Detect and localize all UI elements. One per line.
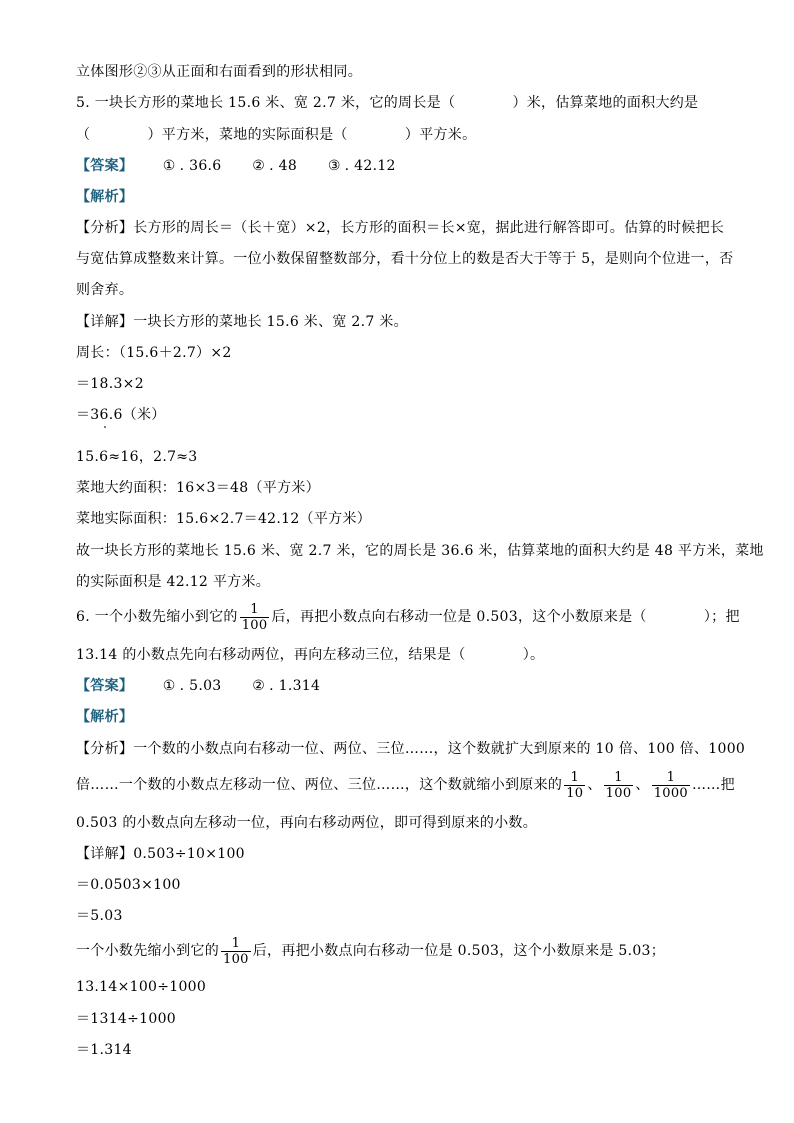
stray-mark <box>104 426 106 428</box>
question-5-line-2: （ ）平方米，菜地的实际面积是（ ）平方米。 <box>76 127 477 143</box>
answer-item: ③ . 42.12 <box>327 158 396 174</box>
analysis-line: 与宽估算成整数来计算。一位小数保留整数部分，看十分位上的数是否大于等于 5，是则向个位进一，否 <box>76 251 734 267</box>
detail-line: 【详解】0.503÷10×100 <box>76 846 245 862</box>
answer-row-5 <box>76 155 726 177</box>
calc-line: 菜地实际面积：15.6×2.7＝42.12（平方米） <box>76 511 372 527</box>
detail-line: 【详解】一块长方形的菜地长 15.6 米、宽 2.7 米。 <box>76 314 408 330</box>
calc-line: ＝0.0503×100 <box>76 877 181 893</box>
answer-item: ① . 5.03 <box>162 678 222 694</box>
analysis-line-fractions: 倍……一个数的小数点左移动一位、两位、三位……，这个数就缩小到原来的 $\frac{1}{10}$ 、 $\frac{1}{100}$ 、 $\frac{1}{1000}$ ……把 <box>76 769 735 801</box>
calc-line: ＝18.3×2 <box>76 376 144 392</box>
fraction: $\frac{1}{10}$ <box>566 769 584 801</box>
xiangjie-tag: 【详解】 <box>76 314 134 330</box>
question-6-line-1: 6. 一个小数先缩小到它的 $\frac{1}{100}$ 后，再把小数点向右移动一位是 0.503，这个小数原来是（ ）；把 <box>76 601 740 633</box>
fenxi-tag: 【分析】 <box>76 741 134 757</box>
answer-item: ② . 1.314 <box>252 678 321 694</box>
analysis-label: 【解析】 <box>76 189 134 205</box>
xiangjie-tag: 【详解】 <box>76 846 134 862</box>
answer-item: ② . 48 <box>252 158 298 174</box>
calc-line: ＝5.03 <box>76 908 123 924</box>
analysis-line: 0.503 的小数点向左移动一位，再向右移动两位，即可得到原来的小数。 <box>76 815 538 831</box>
analysis-label: 【解析】 <box>76 709 134 725</box>
analysis-line: 则舍弃。 <box>76 282 134 298</box>
answer-label: 【答案】 <box>76 678 134 694</box>
calc-line: ＝1.314 <box>76 1042 132 1058</box>
answer-row-6 <box>76 675 726 697</box>
analysis-line: 【分析】一个数的小数点向右移动一位、两位、三位……，这个数就扩大到原来的 10 倍、100 倍、1000 <box>76 741 746 757</box>
analysis-line: 【分析】长方形的周长＝（长＋宽）×2，长方形的面积＝长×宽，据此进行解答即可。估算的时候把长 <box>76 220 725 236</box>
fraction: $\frac{1}{100}$ <box>241 601 268 633</box>
calc-line: 13.14×100÷1000 <box>76 979 207 995</box>
text-line: 立体图形②③从正面和右面看到的形状相同。 <box>76 64 362 80</box>
question-5-line-1: 5. 一块长方形的菜地长 15.6 米、宽 2.7 米，它的周长是（ ）米，估算菜地的面积大约是 <box>76 95 699 111</box>
conclusion-line: 故一块长方形的菜地长 15.6 米、宽 2.7 米，它的周长是 36.6 米，估算菜地的面积大约是 48 平方米，菜地 <box>76 543 764 559</box>
calc-line: ＝1314÷1000 <box>76 1011 176 1027</box>
conclusion-line-fraction: 一个小数先缩小到它的 $\frac{1}{100}$ 后，再把小数点向右移动一位是 0.503，这个小数原来是 5.03； <box>76 935 666 967</box>
fraction: $\frac{1}{100}$ <box>223 935 249 967</box>
calc-line: 周长：（15.6＋2.7）×2 <box>76 345 232 361</box>
answer-item: ① . 36.6 <box>162 158 222 174</box>
fenxi-tag: 【分析】 <box>76 220 134 236</box>
calc-line: 15.6≈16，2.7≈3 <box>76 449 198 465</box>
calc-line: 菜地大约面积：16×3＝48（平方米） <box>76 480 320 496</box>
question-6-line-2: 13.14 的小数点先向右移动两位，再向左移动三位，结果是（ ）。 <box>76 647 545 663</box>
fraction: $\frac{1}{1000}$ <box>653 769 688 801</box>
calc-line: ＝36.6（米） <box>76 407 166 423</box>
answer-label: 【答案】 <box>76 158 134 174</box>
fraction: $\frac{1}{100}$ <box>605 769 632 801</box>
conclusion-line: 的实际面积是 42.12 平方米。 <box>76 574 271 590</box>
